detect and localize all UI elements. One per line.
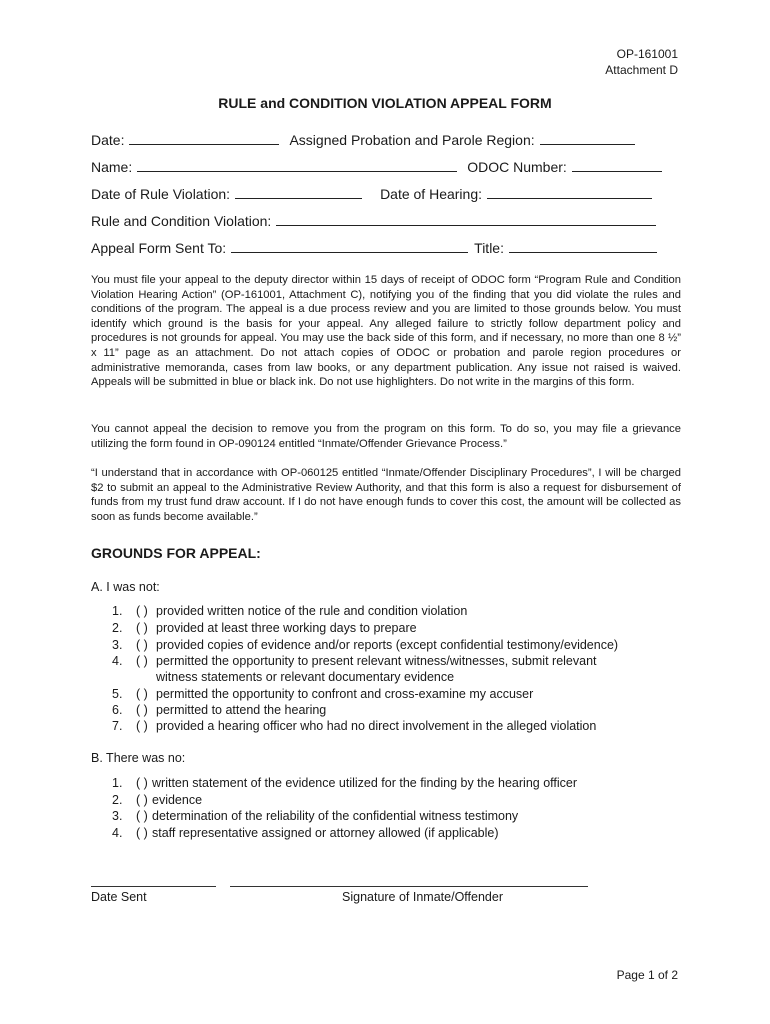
section-b-heading: B. There was no: xyxy=(91,751,186,765)
checkbox[interactable]: ( ) xyxy=(136,793,148,807)
item-text: written statement of the evidence utilized for the finding by the hearing officer xyxy=(152,776,578,790)
item-text: determination of the reliability of the confidential witness testimony xyxy=(152,809,519,823)
checkbox[interactable]: ( ) xyxy=(136,809,148,823)
checkbox[interactable]: ( ) xyxy=(136,638,148,652)
checkbox[interactable]: ( ) xyxy=(136,604,148,618)
ground-a-item[interactable] xyxy=(112,702,326,718)
odoc-number-field[interactable] xyxy=(572,158,662,172)
date-label: Date: xyxy=(91,132,125,148)
ground-b-item[interactable] xyxy=(112,775,577,791)
checkbox[interactable]: ( ) xyxy=(136,776,148,790)
region-label: Assigned Probation and Parole Region: xyxy=(289,132,535,148)
signature-line[interactable] xyxy=(230,880,588,887)
form-title: RULE and CONDITION VIOLATION APPEAL FORM xyxy=(218,95,552,111)
fee-acknowledgement-paragraph: “I understand that in accordance with OP-060125 entitled “Inmate/Offender Disciplinary Procedures”, I will be charged $2 to submit an appeal to the Administrative Review Authority, and that this form is also a request for disbursement of funds from my trust fund draw account. If I do not have enough funds to cover this cost, the amount will be collected as soon as funds become available.” xyxy=(91,467,681,523)
item-number: 3. xyxy=(112,809,123,823)
item-number: 4. xyxy=(112,654,123,668)
form-number: OP-161001 xyxy=(616,47,678,61)
region-field[interactable] xyxy=(540,131,635,145)
checkbox[interactable]: ( ) xyxy=(136,826,148,840)
ground-a-item[interactable] xyxy=(112,653,597,669)
ground-a-item-continuation: witness statements or relevant documentary evidence xyxy=(156,670,455,684)
item-text: permitted the opportunity to confront and cross-examine my accuser xyxy=(156,687,534,701)
checkbox[interactable]: ( ) xyxy=(136,621,148,635)
ground-a-item[interactable] xyxy=(112,620,417,636)
item-text: provided written notice of the rule and condition violation xyxy=(156,604,468,618)
violation-date-field[interactable] xyxy=(235,185,362,199)
item-number: 1. xyxy=(112,776,123,790)
attachment-label: Attachment D xyxy=(605,63,678,77)
item-number: 2. xyxy=(112,621,123,635)
item-text: staff representative assigned or attorney allowed (if applicable) xyxy=(152,826,499,840)
page-number: Page 1 of 2 xyxy=(616,968,678,982)
item-number: 1. xyxy=(112,604,123,618)
rule-violation-field[interactable] xyxy=(276,212,656,226)
item-text: provided copies of evidence and/or reports (except confidential testimony/evidence) xyxy=(156,638,619,652)
checkbox[interactable]: ( ) xyxy=(136,687,148,701)
field-row-dates xyxy=(91,184,681,204)
ground-b-item[interactable] xyxy=(112,825,499,841)
hearing-date-label: Date of Hearing: xyxy=(380,186,483,202)
checkbox[interactable]: ( ) xyxy=(136,654,148,668)
title-label: Title: xyxy=(474,240,504,256)
item-text: provided a hearing officer who had no direct involvement in the alleged violation xyxy=(156,719,597,733)
date-sent-label: Date Sent xyxy=(91,890,147,904)
field-row-name xyxy=(91,157,681,177)
item-number: 6. xyxy=(112,703,123,717)
item-number: 4. xyxy=(112,826,123,840)
date-field[interactable] xyxy=(129,131,279,145)
item-number: 2. xyxy=(112,793,123,807)
date-sent-line[interactable] xyxy=(91,880,216,887)
item-text: evidence xyxy=(152,793,203,807)
violation-date-label: Date of Rule Violation: xyxy=(91,186,231,202)
ground-a-item[interactable] xyxy=(112,603,467,619)
ground-b-item[interactable] xyxy=(112,808,518,824)
item-number: 7. xyxy=(112,719,123,733)
name-label: Name: xyxy=(91,159,133,175)
title-field[interactable] xyxy=(509,239,657,253)
field-row-sent-to xyxy=(91,238,681,258)
name-field[interactable] xyxy=(137,158,457,172)
ground-b-item[interactable] xyxy=(112,792,202,808)
section-a-heading: A. I was not: xyxy=(91,580,160,594)
odoc-label: ODOC Number: xyxy=(467,159,567,175)
item-text: permitted to attend the hearing xyxy=(156,703,327,717)
sent-to-label: Appeal Form Sent To: xyxy=(91,240,227,256)
field-row-rule xyxy=(91,211,681,231)
checkbox[interactable]: ( ) xyxy=(136,719,148,733)
grounds-heading: GROUNDS FOR APPEAL: xyxy=(91,545,261,561)
sent-to-field[interactable] xyxy=(231,239,468,253)
item-number: 3. xyxy=(112,638,123,652)
item-number: 5. xyxy=(112,687,123,701)
signature-label: Signature of Inmate/Offender xyxy=(342,890,503,904)
item-text: provided at least three working days to prepare xyxy=(156,621,417,635)
field-row-date xyxy=(91,130,681,150)
hearing-date-field[interactable] xyxy=(487,185,652,199)
checkbox[interactable]: ( ) xyxy=(136,703,148,717)
ground-a-item[interactable] xyxy=(112,686,533,702)
ground-a-item[interactable] xyxy=(112,637,618,653)
removal-paragraph: You cannot appeal the decision to remove you from the program on this form. To do so, you may file a grievance utilizing the form found in OP-090124 entitled “Inmate/Offender Grievance Process.” xyxy=(91,423,681,450)
ground-a-item[interactable] xyxy=(112,718,596,734)
rule-violation-label: Rule and Condition Violation: xyxy=(91,213,272,229)
instructions-paragraph: You must file your appeal to the deputy director within 15 days of receipt of ODOC form “Program Rule and Condition Violation Hearing Action” (OP-161001, Attachment C), notifying you of the finding that you did violate the rules and conditions of the program. The appeal is a due process review and you are limited to those grounds below. You must identify which ground is the basis for your appeal. Any alleged failure to strictly follow department policy and procedures is not grounds for appeal. You may use the back side of this form, and if necessary, no more than one 8 ½” x 11” page as an attachment. Do not attach copies of ODOC or probation and parole region procedures or administrative memoranda, cases from law books, or any department publication. Any issue not raised is waived. Appeals will be submitted in blue or black ink. Do not use highlighters. Do not write in the margins of this form. xyxy=(91,274,681,389)
item-text: permitted the opportunity to present relevant witness/witnesses, submit relevant xyxy=(156,654,597,668)
